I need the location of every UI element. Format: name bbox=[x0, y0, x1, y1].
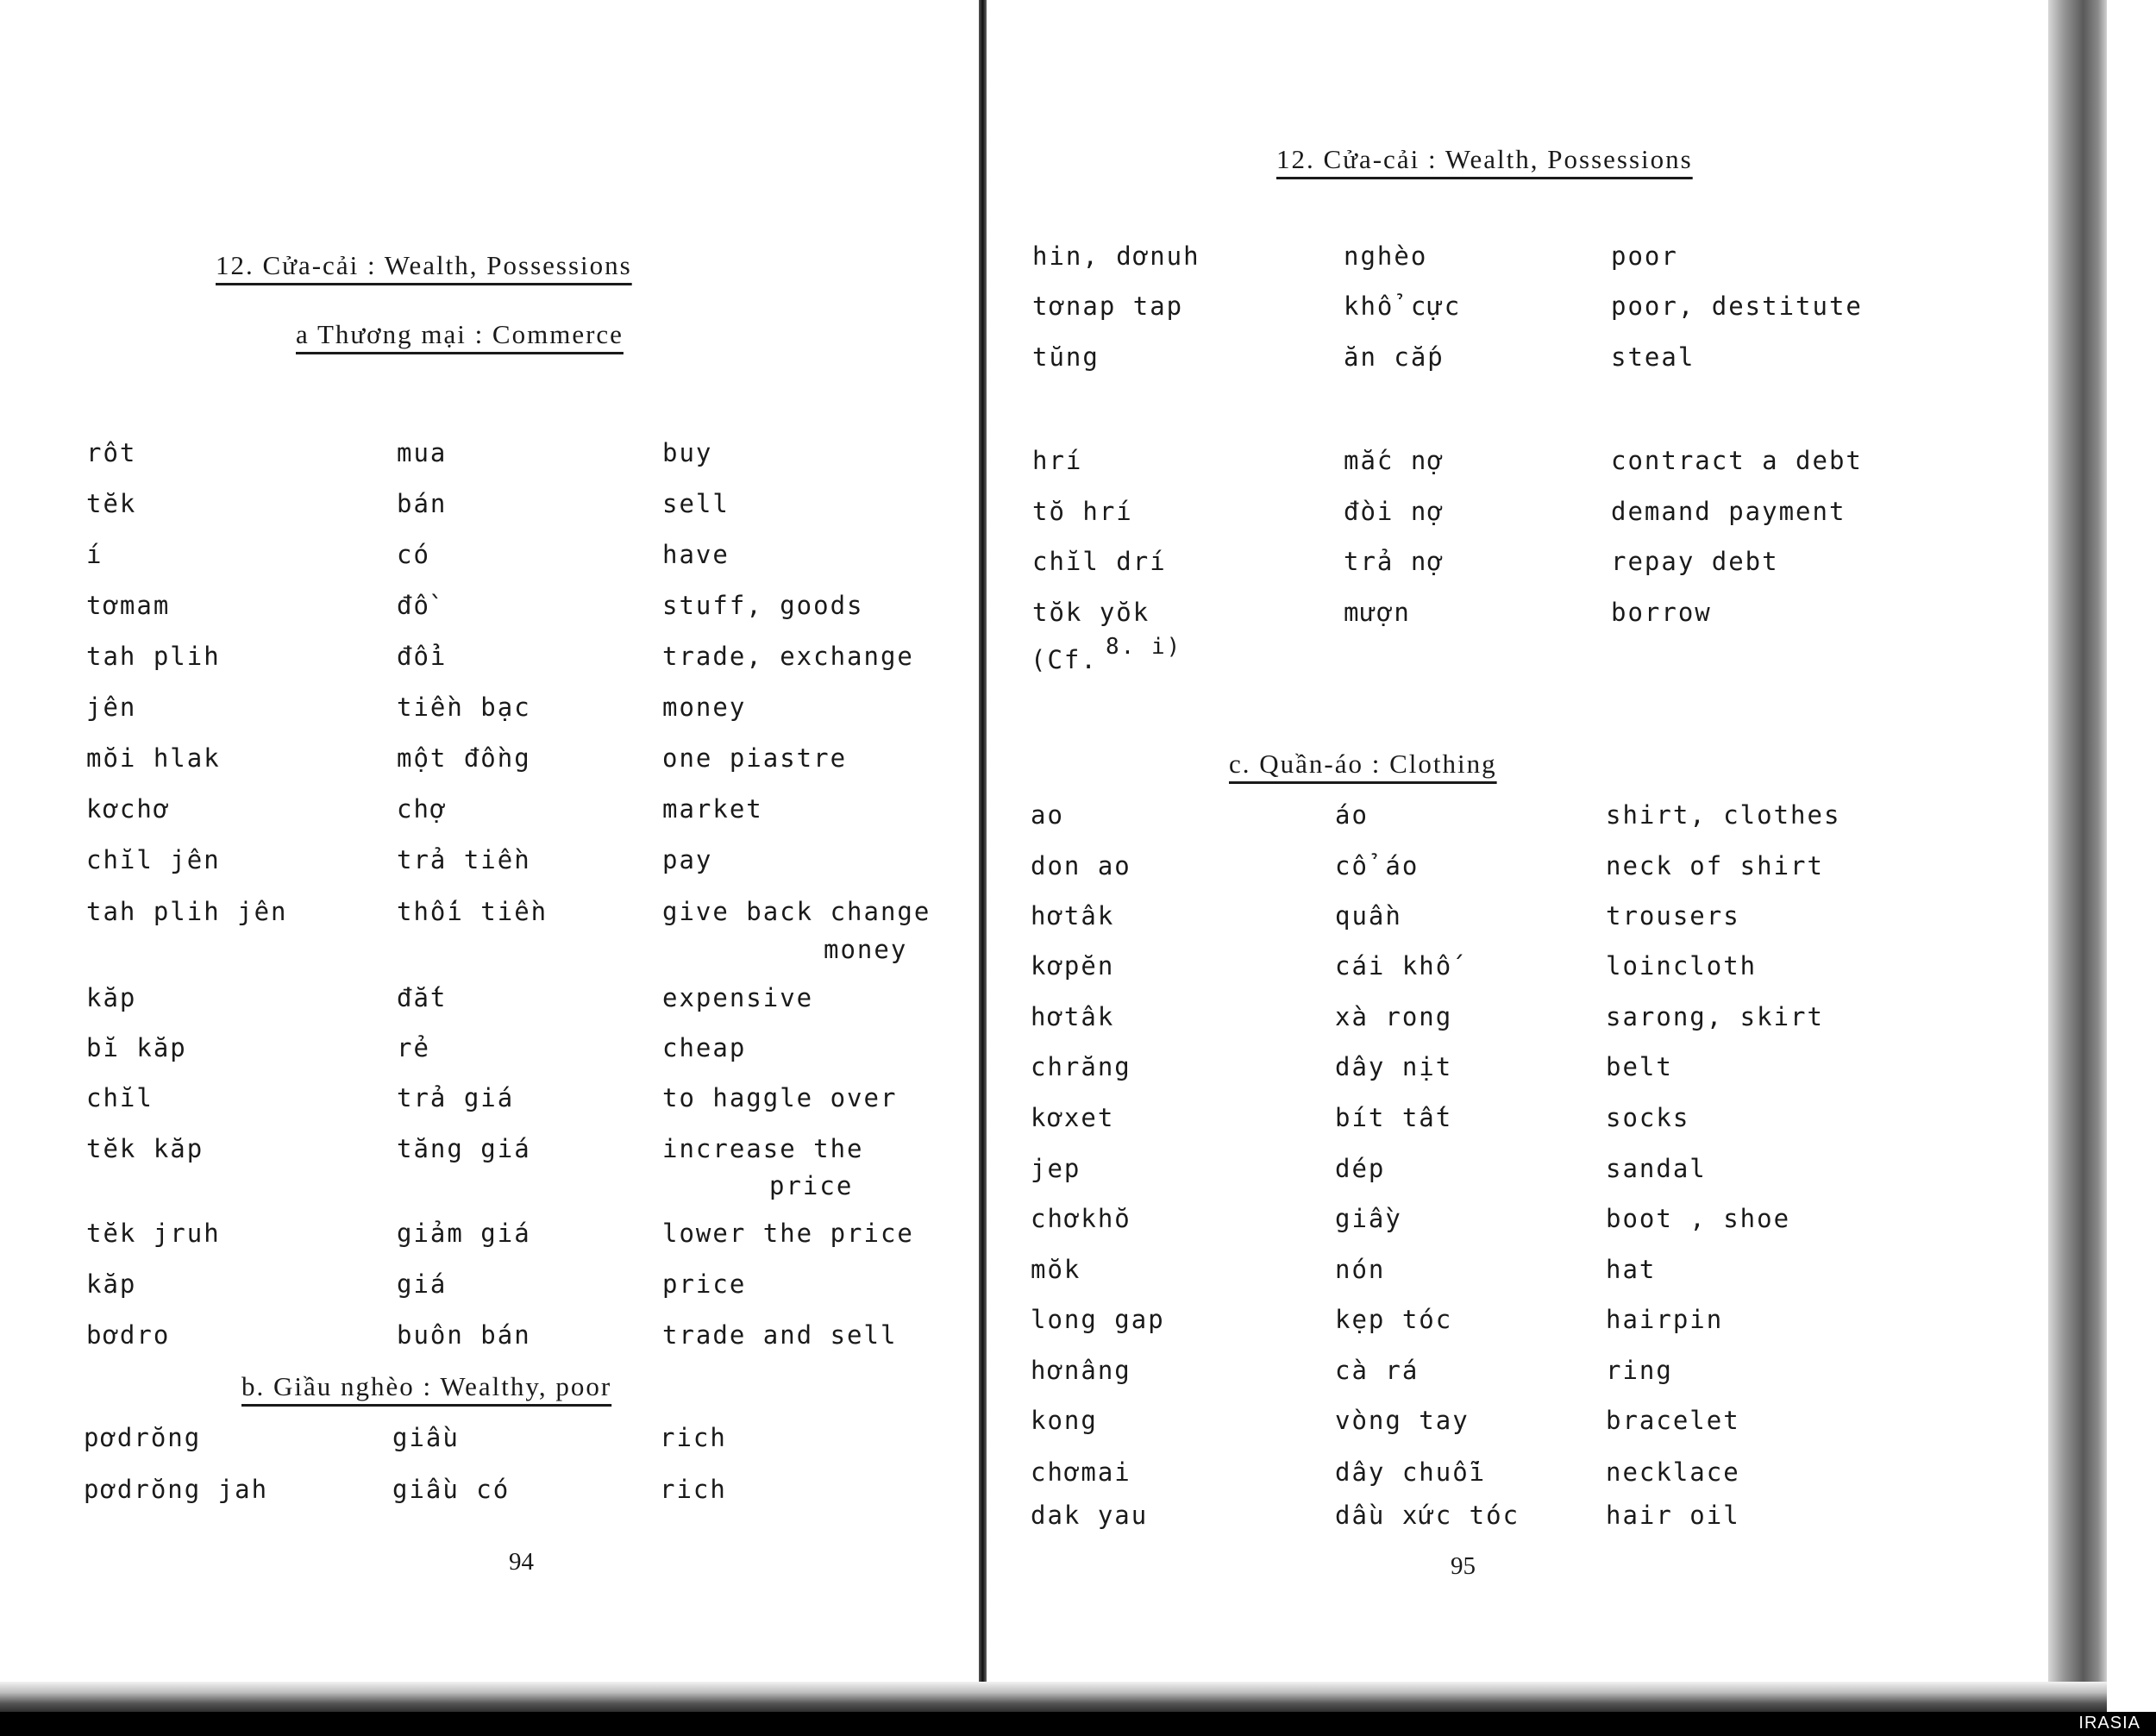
vietnamese-cell: dầu xức tóc bbox=[1335, 1501, 1520, 1530]
english-cell: sandal bbox=[1606, 1154, 1707, 1183]
english-cell: ring bbox=[1606, 1356, 1673, 1385]
term-cell: tĕk bbox=[86, 489, 137, 518]
vietnamese-cell: một đồng bbox=[397, 743, 531, 773]
term-cell: tơmam bbox=[86, 591, 171, 620]
vietnamese-cell: nón bbox=[1335, 1255, 1386, 1284]
english-cell: increase the bbox=[662, 1134, 864, 1163]
vietnamese-cell: dây nịt bbox=[1335, 1052, 1453, 1081]
vietnamese-cell: cổ áo bbox=[1335, 851, 1420, 881]
vietnamese-cell: giầy bbox=[1335, 1204, 1402, 1233]
section-a-heading: a Thương mại : Commerce bbox=[296, 319, 624, 349]
left-chapter-heading: 12. Cửa-cải : Wealth, Possessions bbox=[216, 250, 632, 280]
vietnamese-cell: vòng tay bbox=[1335, 1406, 1470, 1435]
english-cell: price bbox=[662, 1269, 747, 1299]
term-cell: tơnap tap bbox=[1032, 291, 1184, 321]
english-cell: sarong, skirt bbox=[1606, 1002, 1824, 1031]
vietnamese-cell: cà rá bbox=[1335, 1356, 1420, 1385]
vietnamese-cell: xà rong bbox=[1335, 1002, 1453, 1031]
vietnamese-cell: giảm giá bbox=[397, 1219, 531, 1248]
english-cell: sell bbox=[662, 489, 730, 518]
book-gutter bbox=[979, 0, 987, 1712]
english-cell: repay debt bbox=[1611, 547, 1779, 576]
vietnamese-cell: đổi bbox=[397, 642, 448, 671]
term-cell: tŏk yŏk bbox=[1032, 598, 1150, 627]
term-cell: pơdrŏng bbox=[84, 1423, 202, 1452]
vietnamese-cell: dây chuỗi bbox=[1335, 1457, 1487, 1487]
term-cell: hơtâk bbox=[1031, 1002, 1115, 1031]
english-cell: hat bbox=[1606, 1255, 1657, 1284]
term-cell: kơpĕn bbox=[1031, 951, 1115, 981]
bottom-bar bbox=[0, 1712, 2156, 1736]
english-cell: trousers bbox=[1606, 901, 1740, 931]
english-cell: trade, exchange bbox=[662, 642, 914, 671]
page-number-right: 95 bbox=[1451, 1552, 1476, 1580]
bottom-shadow bbox=[0, 1682, 2107, 1713]
english-cell: pay bbox=[662, 845, 713, 874]
term-cell: mŏi hlak bbox=[86, 743, 221, 773]
page-edge-shadow bbox=[2048, 0, 2107, 1712]
term-cell: kong bbox=[1031, 1406, 1098, 1435]
term-cell: chĭl drí bbox=[1032, 547, 1167, 576]
cross-reference-target: 8. i) bbox=[1106, 634, 1182, 660]
term-cell: dak yau bbox=[1031, 1501, 1149, 1530]
english-cell: contract a debt bbox=[1611, 446, 1863, 475]
vietnamese-cell: đồ bbox=[397, 591, 430, 620]
vietnamese-cell: tăng giá bbox=[397, 1134, 531, 1163]
term-cell: hin, dơnuh bbox=[1032, 241, 1200, 271]
term-cell: jên bbox=[86, 693, 137, 722]
english-cell: rich bbox=[660, 1475, 727, 1504]
section-b-heading: b. Giầu nghèo : Wealthy, poor bbox=[241, 1371, 612, 1401]
english-cell: have bbox=[662, 540, 730, 569]
term-cell: kăp bbox=[86, 1269, 137, 1299]
english-cell: stuff, goods bbox=[662, 591, 864, 620]
term-cell: hơtâk bbox=[1031, 901, 1115, 931]
term-cell: tah plih bbox=[86, 642, 221, 671]
english-cell: buy bbox=[662, 438, 713, 467]
english-cell: poor bbox=[1611, 241, 1678, 271]
vietnamese-cell: giầu có bbox=[392, 1475, 511, 1504]
english-cell: market bbox=[662, 794, 763, 824]
section-c-heading: c. Quần-áo : Clothing bbox=[1229, 749, 1497, 779]
english-cell: belt bbox=[1606, 1052, 1673, 1081]
english-cell: borrow bbox=[1611, 598, 1712, 627]
term-cell: chrăng bbox=[1031, 1052, 1131, 1081]
english-cell: to haggle over bbox=[662, 1083, 898, 1112]
english-cell: one piastre bbox=[662, 743, 848, 773]
margin-strip bbox=[2107, 0, 2156, 1712]
vietnamese-cell: tiền bạc bbox=[397, 693, 531, 722]
english-cell: rich bbox=[660, 1423, 727, 1452]
vietnamese-cell: khổ cực bbox=[1344, 291, 1462, 321]
watermark: IRASIA bbox=[2078, 1714, 2140, 1733]
english-cell: necklace bbox=[1606, 1457, 1740, 1487]
vietnamese-cell: áo bbox=[1335, 800, 1369, 830]
vietnamese-cell: giầu bbox=[392, 1423, 460, 1452]
vietnamese-cell: mua bbox=[397, 438, 448, 467]
english-cell: give back change bbox=[662, 897, 931, 926]
english-cell: hairpin bbox=[1606, 1305, 1724, 1334]
vietnamese-cell: trả tiền bbox=[397, 845, 531, 874]
term-cell: chĭl jên bbox=[86, 845, 221, 874]
vietnamese-cell: đắt bbox=[397, 983, 448, 1012]
english-cell: expensive bbox=[662, 983, 814, 1012]
term-cell: tĕk kăp bbox=[86, 1134, 204, 1163]
term-cell: mŏk bbox=[1031, 1255, 1081, 1284]
term-cell: bơdro bbox=[86, 1320, 171, 1350]
vietnamese-cell: ăn cắp bbox=[1344, 342, 1445, 372]
english-cell: hair oil bbox=[1606, 1501, 1740, 1530]
vietnamese-cell: mượn bbox=[1344, 598, 1411, 627]
english-cell: steal bbox=[1611, 342, 1695, 372]
term-cell: í bbox=[86, 540, 103, 569]
vietnamese-cell: cái khố bbox=[1335, 951, 1453, 981]
term-cell: kăp bbox=[86, 983, 137, 1012]
vietnamese-cell: chợ bbox=[397, 794, 448, 824]
english-cell: loincloth bbox=[1606, 951, 1758, 981]
term-cell: tŭng bbox=[1032, 342, 1100, 372]
term-cell: tŏ hrí bbox=[1032, 497, 1133, 526]
term-cell: tĕk jruh bbox=[86, 1219, 221, 1248]
term-cell: chơkhŏ bbox=[1031, 1204, 1131, 1233]
term-cell: kơxet bbox=[1031, 1103, 1115, 1132]
english-cell: bracelet bbox=[1606, 1406, 1740, 1435]
english-cell: shirt, clothes bbox=[1606, 800, 1841, 830]
term-cell: bĭ kăp bbox=[86, 1033, 187, 1062]
english-cell: boot , shoe bbox=[1606, 1204, 1791, 1233]
vietnamese-cell: mắc nợ bbox=[1344, 446, 1445, 475]
vietnamese-cell: buôn bán bbox=[397, 1320, 531, 1350]
vietnamese-cell: đòi nợ bbox=[1344, 497, 1445, 526]
vietnamese-cell: trả giá bbox=[397, 1083, 515, 1112]
term-cell: hơnâng bbox=[1031, 1356, 1131, 1385]
vietnamese-cell: rẻ bbox=[397, 1033, 430, 1062]
cross-reference: (Cf. bbox=[1031, 645, 1098, 674]
english-cell: socks bbox=[1606, 1103, 1690, 1132]
vietnamese-cell: trả nợ bbox=[1344, 547, 1445, 576]
term-cell: hrí bbox=[1032, 446, 1083, 475]
term-cell: jep bbox=[1031, 1154, 1081, 1183]
term-cell: tah plih jên bbox=[86, 897, 288, 926]
english-cell: demand payment bbox=[1611, 497, 1846, 526]
english-cell: money bbox=[662, 693, 747, 722]
term-cell: pơdrŏng jah bbox=[84, 1475, 269, 1504]
english-cell: poor, destitute bbox=[1611, 291, 1863, 321]
continuation-price: price bbox=[769, 1171, 854, 1200]
english-cell: neck of shirt bbox=[1606, 851, 1824, 881]
term-cell: chơmai bbox=[1031, 1457, 1131, 1487]
vietnamese-cell: kẹp tóc bbox=[1335, 1305, 1453, 1334]
english-cell: lower the price bbox=[662, 1219, 914, 1248]
term-cell: chĭl bbox=[86, 1083, 154, 1112]
english-cell: trade and sell bbox=[662, 1320, 898, 1350]
vietnamese-cell: bán bbox=[397, 489, 448, 518]
right-chapter-heading: 12. Cửa-cải : Wealth, Possessions bbox=[1276, 144, 1693, 174]
term-cell: kơchơ bbox=[86, 794, 171, 824]
vietnamese-cell: quần bbox=[1335, 901, 1402, 931]
vietnamese-cell: nghèo bbox=[1344, 241, 1428, 271]
term-cell: don ao bbox=[1031, 851, 1131, 881]
term-cell: ao bbox=[1031, 800, 1064, 830]
vietnamese-cell: dép bbox=[1335, 1154, 1386, 1183]
vietnamese-cell: thối tiền bbox=[397, 897, 548, 926]
term-cell: rôt bbox=[86, 438, 137, 467]
vietnamese-cell: bít tất bbox=[1335, 1103, 1453, 1132]
term-cell: long gap bbox=[1031, 1305, 1165, 1334]
english-cell: cheap bbox=[662, 1033, 747, 1062]
vietnamese-cell: có bbox=[397, 540, 430, 569]
page-number-left: 94 bbox=[509, 1548, 534, 1576]
vietnamese-cell: giá bbox=[397, 1269, 448, 1299]
continuation-money: money bbox=[824, 935, 908, 964]
